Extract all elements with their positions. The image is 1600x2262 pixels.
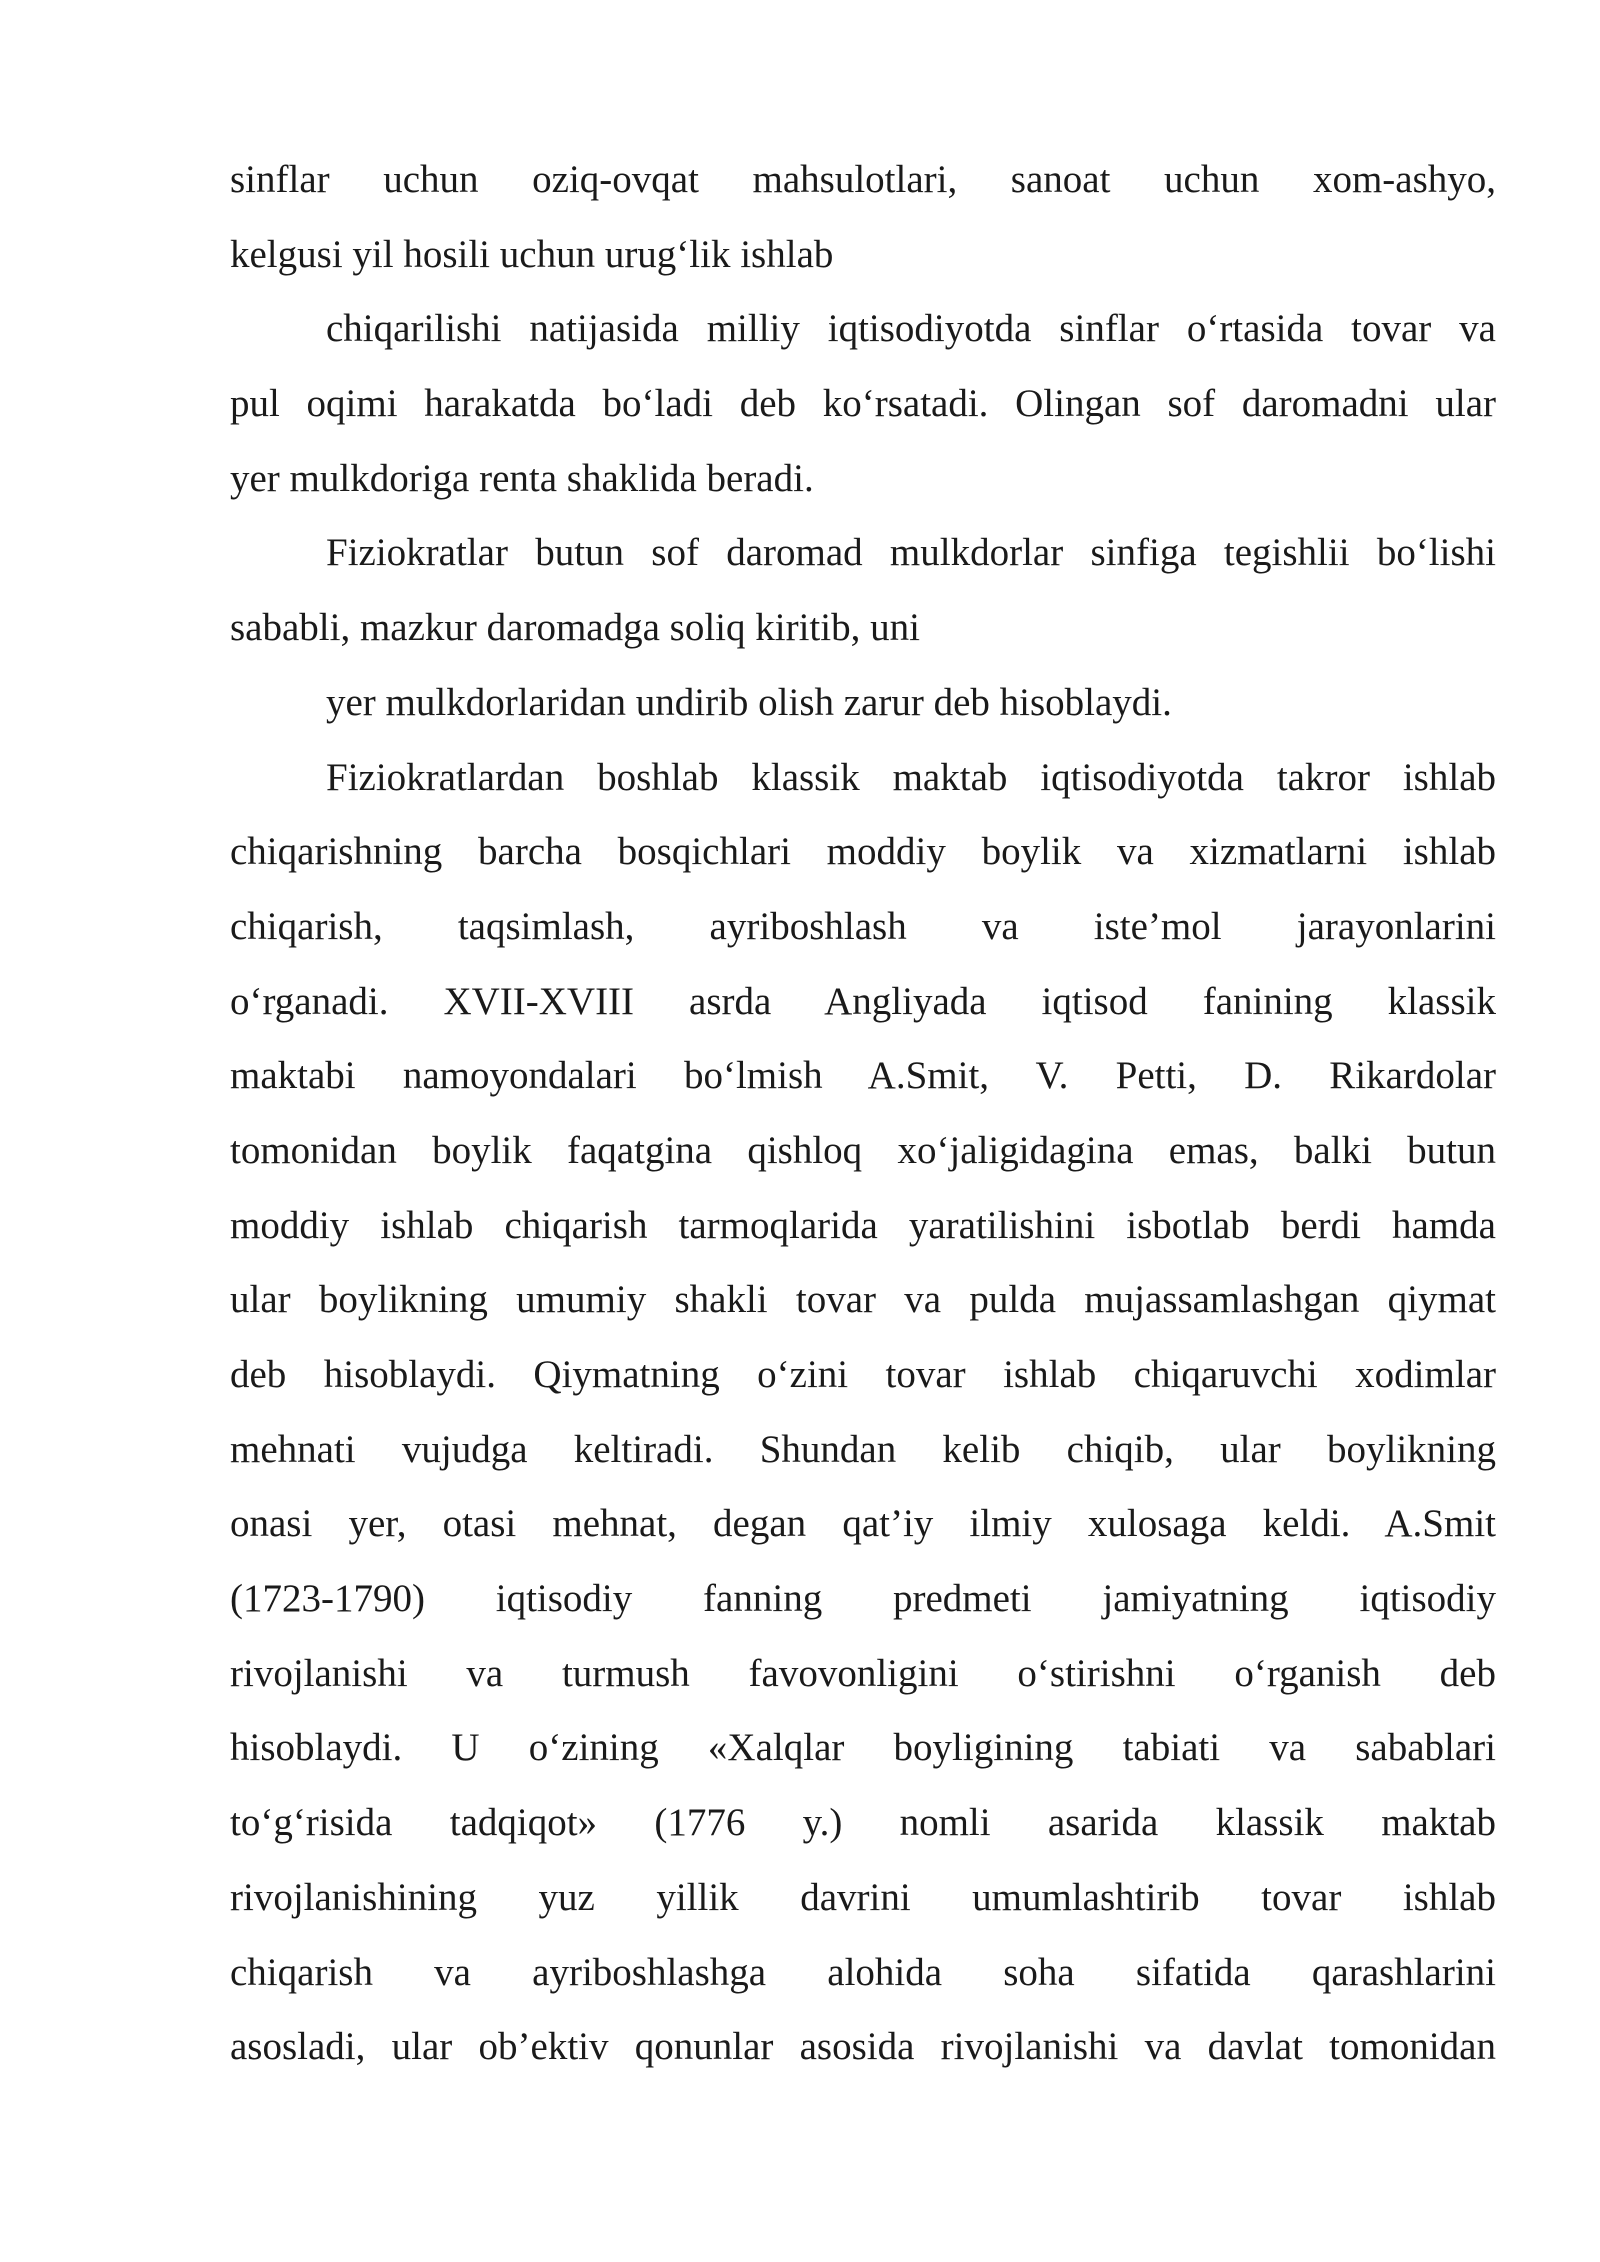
text-line: mehnati vujudga keltiradi. Shundan kelib chiqib, ular boylikning [230,1427,1496,1471]
text-line: onasi yer, otasi mehnat, degan qat’iy ilmiy xulosaga keldi. A.Smit [230,1502,1496,1546]
text-line: maktabi namoyondalari bo‘lmish A.Smit, V. Petti, D. Rikardolar [230,1054,1496,1098]
text-line: chiqarishning barcha bosqichlari moddiy boylik va xizmatlarni ishlab [230,830,1496,874]
text-line: (1723-1790) iqtisodiy fanning predmeti jamiyatning iqtisodiy [230,1577,1496,1621]
text-line: o‘rganadi. XVII-XVIII asrda Angliyada iqtisod fanining klassik [230,979,1496,1023]
text-line: chiqarish va ayriboshlashga alohida soha sifatida qarashlarini [230,1950,1496,1994]
text-line: kelgusi yil hosili uchun urug‘lik ishlab [230,232,834,276]
document-page [230,150,1496,2092]
text-line: sinflar uchun oziq-ovqat mahsulotlari, sanoat uchun xom-ashyo, [230,158,1496,201]
text-line: Fiziokratlardan boshlab klassik maktab iqtisodiyotda takror ishlab [326,755,1496,799]
text-line: yer mulkdorlaridan undirib olish zarur deb hisoblaydi. [326,680,1172,724]
text-line: ular boylikning umumiy shakli tovar va pulda mujassamlashgan qiymat [230,1278,1496,1322]
text-line: Fiziokratlar butun sof daromad mulkdorlar sinfiga tegishlii bo‘lishi [326,531,1496,575]
text-line: chiqarish, taqsimlash, ayriboshlash va iste’mol jarayonlarini [230,904,1496,948]
text-line: rivojlanishi va turmush favovonligini o‘stirishni o‘rganish deb [230,1651,1496,1695]
text-line: tomonidan boylik faqatgina qishloq xo‘jaligidagina emas, balki butun [230,1128,1496,1172]
text-line: moddiy ishlab chiqarish tarmoqlarida yaratilishini isbotlab berdi hamda [230,1203,1496,1247]
text-line: rivojlanishining yuz yillik davrini umumlashtirib tovar ishlab [230,1875,1496,1919]
text-line: hisoblaydi. U o‘zining «Xalqlar boyligining tabiati va sabablari [230,1726,1496,1770]
text-line: chiqarilishi natijasida milliy iqtisodiyotda sinflar o‘rtasida tovar va [326,307,1496,351]
text-line: to‘g‘risida tadqiqot» (1776 y.) nomli asarida klassik maktab [230,1801,1496,1845]
text-line: asosladi, ular ob’ektiv qonunlar asosida rivojlanishi va davlat tomonidan [230,2025,1496,2069]
text-line: deb hisoblaydi. Qiymatning o‘zini tovar ishlab chiqaruvchi xodimlar [230,1353,1496,1396]
text-line: pul oqimi harakatda bo‘ladi deb ko‘rsatadi. Olingan sof daromadni ular [230,382,1496,426]
text-line: yer mulkdoriga renta shaklida beradi. [230,456,814,500]
text-line: sababli, mazkur daromadga soliq kiritib, uni [230,606,920,650]
